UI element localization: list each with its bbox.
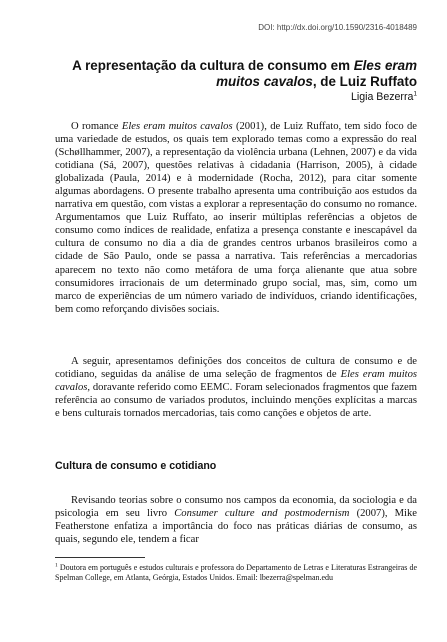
author-line [351, 91, 417, 103]
paragraph-1-novel-title: Eles eram muitos cavalos [121, 121, 233, 132]
footnote-text: Doutora em português e estudos culturais e professora do Departamento de Letras e Literaturas Estrangeiras de Spelman College, em Atlanta, Geórgia, Estados Unidos. Email: lbezerra@spelman.edu [55, 563, 417, 583]
paragraph-1-text-a: O romance [71, 121, 122, 132]
paragraph-2-novel-title: Eles eram muitos cavalos [55, 369, 418, 394]
footnote [55, 563, 417, 584]
body-paragraph-1 [55, 120, 417, 316]
author-footnote-mark[interactable]: 1 [413, 90, 417, 98]
footnote-divider [55, 557, 145, 558]
paragraph-3-book-title: Consumer culture and postmodernism [174, 508, 350, 520]
title-novel-name: Eles eram muitos cavalos [216, 58, 417, 89]
body-paragraph-2 [55, 355, 417, 420]
paragraph-2-text-a: A seguir, apresentamos definições dos conceitos de cultura de consumo e de cotidiano, seguidas da análise de uma seleção de fragmentos de [55, 356, 417, 381]
article-title [58, 58, 417, 90]
paragraph-3-text-a: Revisando teorias sobre o consumo nos campos da economia, da sociologia e da psicologia em seu livro [55, 495, 417, 520]
title-text-start: A representação da cultura de consumo em [72, 58, 354, 73]
paragraph-2-text-b: , doravante referido como EEMC. Foram selecionados fragmentos que fazem referência ao consumo de variados produtos, incluindo menções explícitas a marcas e bens culturais tornados mercadorias, tais como canções e objetos de arte. [55, 382, 417, 420]
author-name: Ligia Bezerra [350, 91, 414, 103]
doi-link[interactable]: DOI: http://dx.doi.org/10.1590/2316-4018489 [258, 23, 417, 32]
title-text-end: , de Luiz Ruffato [312, 74, 417, 89]
paragraph-1-text-b: (2001), de Luiz Ruffato, tem sido foco de uma variedade de estudos, os quais tem explorado temas como a expressão do real (Schøllhammer, 2007), a representação da violência urbana (Lehnen, 2007) e da vida cotidiana (Sá, 2007), questões relativas à cidadania (Harrison, 2005), à cidade globalizada (Paula, 2014) e à modernidade (Rocha, 2012), para citar somente algumas abordagens. O presente trabalho apresenta uma contribuição aos estudos da narrativa em questão, com vistas a explorar a representação do consumo no romance. Argumentamos que Luiz Ruffato, ao inserir múltiplas referências a objetos de consumo como índices de realidade, enfatiza a presença constante e inescapável da cultura de consumo no dia a dia de grandes centros urbanos brasileiros como a cidade de São Paulo, onde se passa a narrativa. Tais referências a mercadorias aparecem no texto não como metáfora de uma força alienante que atua sobre consumidores irracionais de um determinado grupo social, mas, sim, como um marco de experiências de um número variado de indivíduos, criando identificações, bem como reforçando divisões sociais. [55, 121, 418, 315]
footnote-mark: 1 [55, 562, 58, 569]
paragraph-3-text-b: (2007), Mike Featherstone enfatiza a importância do foco nas práticas diárias de consumo, as quais, segundo ele, tendem a ficar [55, 508, 417, 546]
body-paragraph-3 [55, 494, 417, 546]
section-heading: Cultura de consumo e cotidiano [55, 460, 217, 472]
